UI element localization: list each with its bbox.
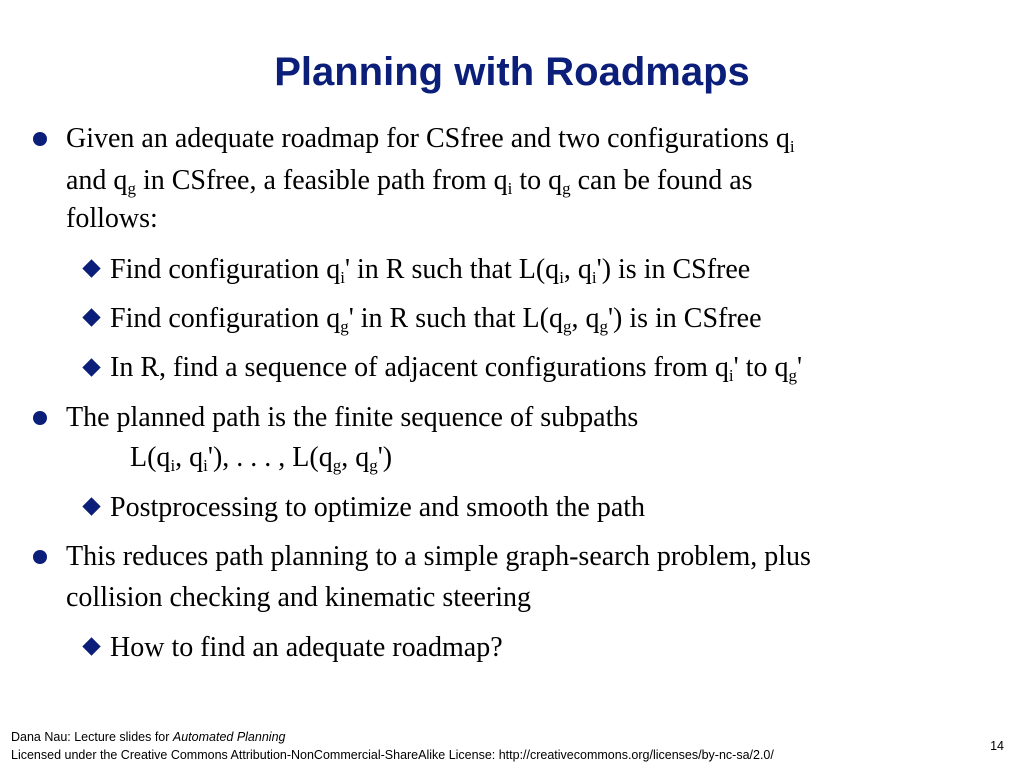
- text-segment: , q: [175, 442, 204, 473]
- text-segment: Postprocessing to optimize and smooth the path: [110, 492, 646, 523]
- text-segment: ' to q: [733, 352, 789, 383]
- text-segment: ') is in CSfree: [596, 254, 751, 285]
- subscript: i: [789, 137, 795, 156]
- text-segment: collision checking and kinematic steering: [66, 582, 531, 613]
- bullet-3-sub-1: [110, 628, 1000, 668]
- subscript: g: [332, 456, 342, 475]
- text-segment: How to find an adequate roadmap?: [110, 632, 503, 663]
- subscript: i: [203, 456, 208, 475]
- text-segment: In R, find a sequence of adjacent configurations from q: [110, 352, 729, 383]
- text-segment: Given an adequate roadmap for CSfree and two configurations q: [66, 123, 790, 154]
- footer-license: Licensed under the Creative Commons Attribution-NonCommercial-ShareAlike License: http://creativecommons.org/licenses/by-nc-sa/2.0/: [11, 748, 774, 762]
- subscript: g: [562, 179, 571, 198]
- diamond-bullet-icon: [82, 637, 100, 655]
- subscript: i: [591, 268, 597, 287]
- text-segment: in CSfree, a feasible path from q: [135, 165, 508, 196]
- diamond-bullet-icon: [82, 358, 100, 376]
- footer-line-1: [11, 728, 774, 746]
- subscript: i: [728, 366, 734, 385]
- text-segment: can be found as: [570, 165, 753, 196]
- bullet-2-line-1: [66, 398, 996, 438]
- bullet-3-line-1: [66, 537, 996, 577]
- bullet-circle-icon: [33, 132, 47, 146]
- bullet-2-line-2: [130, 438, 392, 478]
- bullet-1-line-1: [66, 119, 996, 159]
- text-segment: and q: [66, 165, 128, 196]
- subscript: g: [562, 317, 572, 336]
- subscript: i: [340, 268, 345, 287]
- subscript: g: [788, 366, 797, 385]
- text-segment: Find configuration q: [110, 303, 341, 334]
- subscript: i: [170, 456, 176, 475]
- text-segment: '): [377, 442, 393, 473]
- text-segment: ': [796, 352, 803, 383]
- diamond-bullet-icon: [82, 308, 100, 326]
- subscript: g: [369, 456, 378, 475]
- text-segment: L(q: [130, 442, 171, 473]
- text-segment: The planned path is the finite sequence of subpaths: [66, 402, 639, 433]
- bullet-3-line-2: [66, 578, 996, 618]
- text-segment: '), . . . , L(q: [207, 442, 333, 473]
- subscript: i: [559, 268, 564, 287]
- text-segment: ' in R such that L(q: [344, 254, 560, 285]
- page-number: 14: [990, 739, 1004, 753]
- slide-footer: [11, 728, 774, 764]
- diamond-bullet-icon: [82, 497, 100, 515]
- bullet-circle-icon: [33, 550, 47, 564]
- slide-title: Planning with Roadmaps: [274, 50, 750, 94]
- bullet-2-sub-1: [110, 488, 1000, 528]
- bullet-circle-icon: [33, 411, 47, 425]
- text-segment: to q: [512, 165, 563, 196]
- text-segment: Find configuration q: [110, 254, 341, 285]
- text-segment: ') is in CSfree: [607, 303, 762, 334]
- text-segment: follows:: [66, 203, 158, 234]
- bullet-1-sub-2: [110, 299, 1000, 339]
- bullet-1-sub-1: [110, 250, 1000, 290]
- subscript: g: [127, 179, 136, 198]
- subscript: g: [599, 317, 608, 336]
- text-segment: , q: [571, 303, 600, 334]
- text-segment: This reduces path planning to a simple graph-search problem, plus: [66, 541, 811, 572]
- subscript: g: [340, 317, 349, 336]
- subscript: i: [507, 179, 513, 198]
- bullet-1-line-2: [66, 161, 996, 201]
- text-segment: , q: [341, 442, 370, 473]
- footer-book-title: Automated Planning: [172, 730, 286, 744]
- bullet-1-sub-3: [110, 348, 1000, 388]
- footer-text: Dana Nau: Lecture slides for: [11, 730, 173, 744]
- text-segment: , q: [563, 254, 592, 285]
- bullet-1-line-3: [66, 199, 996, 239]
- diamond-bullet-icon: [82, 259, 100, 277]
- text-segment: ' in R such that L(q: [348, 303, 563, 334]
